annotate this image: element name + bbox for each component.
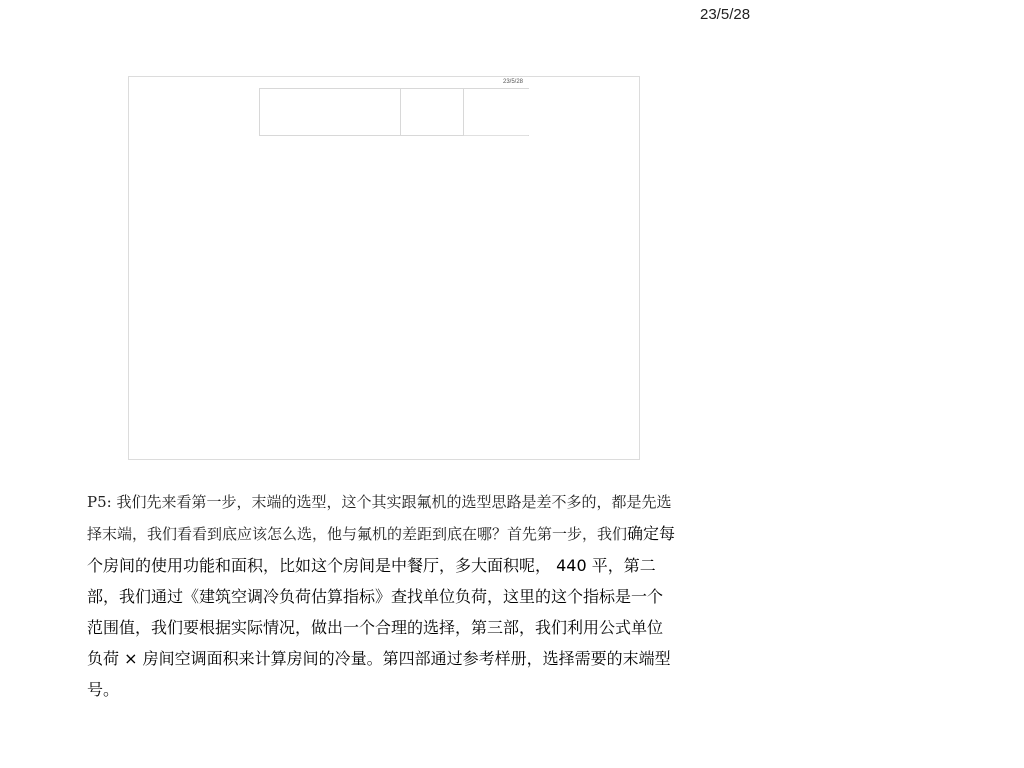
slide-thumbnail: [128, 76, 640, 460]
speaker-notes: [87, 486, 677, 705]
slide-date: 23/5/28: [503, 79, 524, 85]
slide-divider-line: [464, 135, 528, 136]
slide-placeholder-inner-box: [400, 88, 464, 136]
page-date: 23/5/28: [700, 6, 751, 23]
notes-text-part1: P5: 我们先来看第一步，末端的选型，这个其实跟氟机的选型思路是差不多的，都是先选择末端，我们看看到底应该怎么选，他与氟机的差距到底在哪？首先第一步，我们: [87, 493, 672, 543]
notes-text-part2: 确定每个房间的使用功能和面积，比如这个房间是中餐厅，多大面积呢， 440 平，第二部，我们通过《建筑空调冷负荷估算指标》查找单位负荷，这里的这个指标是一个范围值，我们要根据实际情况，做出一个合理的选择，第三部，我们利用公式单位负荷 × 房间空调面积来计算房间的冷量。第四部通过参考样册，选择需要的末端型号。: [87, 524, 676, 699]
slide-placeholder-box: [259, 88, 529, 136]
